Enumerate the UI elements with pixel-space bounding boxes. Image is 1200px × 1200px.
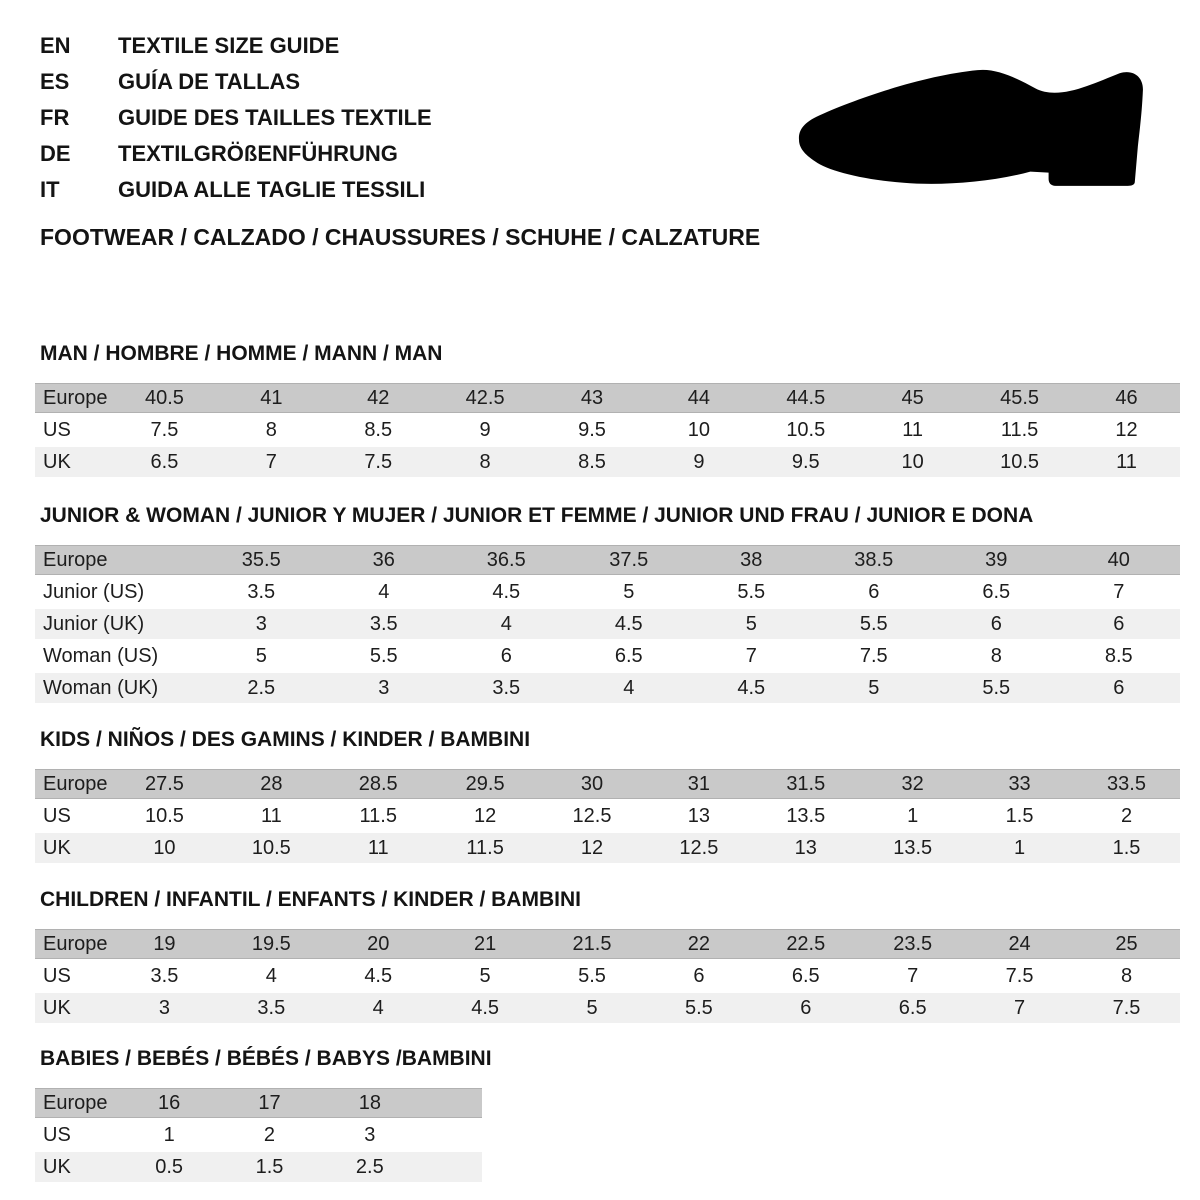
size-cell: 4.5	[325, 961, 432, 991]
size-cell: 4.5	[445, 577, 568, 607]
size-table-section	[35, 888, 1180, 1025]
size-cell: 5.5	[323, 641, 446, 671]
language-title-block	[40, 34, 432, 214]
size-cell: 1	[966, 833, 1073, 863]
size-cell: 8.5	[539, 447, 646, 477]
size-cell: 32	[859, 769, 966, 799]
size-cell: 40	[1058, 545, 1181, 575]
size-cell: 10	[645, 415, 752, 445]
size-cell: 16	[119, 1088, 219, 1118]
size-cell: 13.5	[752, 801, 859, 831]
size-cell: 5	[539, 993, 646, 1023]
language-code: FR	[40, 105, 70, 130]
table-row	[35, 673, 1180, 703]
size-cell: 4.5	[432, 993, 539, 1023]
size-cell: 7.5	[1073, 993, 1180, 1023]
size-cell: 11	[859, 415, 966, 445]
size-cell: 39	[935, 545, 1058, 575]
table-header-row	[35, 383, 1180, 413]
size-cell: 6	[645, 961, 752, 991]
category-heading: FOOTWEAR / CALZADO / CHAUSSURES / SCHUHE / CALZATURE	[40, 224, 761, 250]
size-cell: 2	[219, 1120, 319, 1150]
shoe-icon	[797, 66, 1147, 190]
size-cell: 7	[859, 961, 966, 991]
table-row	[35, 1152, 482, 1182]
table-row	[35, 1120, 482, 1150]
size-cell: 17	[219, 1088, 319, 1118]
size-cell: 33.5	[1073, 769, 1180, 799]
table-row	[35, 801, 1180, 831]
size-cell: 13	[752, 833, 859, 863]
size-cell: 2.5	[320, 1152, 420, 1182]
size-cell: 3.5	[445, 673, 568, 703]
size-cell: 7	[690, 641, 813, 671]
size-cell: 9.5	[539, 415, 646, 445]
size-cell: 38	[690, 545, 813, 575]
size-cell: 22.5	[752, 929, 859, 959]
size-cell: 6.5	[752, 961, 859, 991]
size-cell: 7.5	[813, 641, 936, 671]
row-label-cell: Junior (UK)	[35, 609, 200, 639]
table-row	[35, 447, 1180, 477]
language-row	[40, 178, 432, 214]
language-code: EN	[40, 33, 71, 58]
size-cell: 28.5	[325, 769, 432, 799]
row-label-cell: Europe	[35, 929, 111, 959]
size-cell: 5.5	[539, 961, 646, 991]
size-cell: 12	[432, 801, 539, 831]
size-cell: 37.5	[568, 545, 691, 575]
size-cell: 7	[1058, 577, 1181, 607]
size-cell: 5.5	[690, 577, 813, 607]
size-cell: 36.5	[445, 545, 568, 575]
language-row	[40, 142, 432, 178]
size-cell: 11.5	[966, 415, 1073, 445]
size-table-section	[35, 504, 1180, 705]
size-cell: 11	[218, 801, 325, 831]
size-cell: 1.5	[1073, 833, 1180, 863]
size-cell: 19	[111, 929, 218, 959]
size-cell: 10.5	[218, 833, 325, 863]
row-label-cell: US	[35, 801, 111, 831]
table-header-row	[35, 1088, 482, 1118]
size-cell: 4	[323, 577, 446, 607]
size-cell: 22	[645, 929, 752, 959]
size-cell: 8	[935, 641, 1058, 671]
table-row	[35, 415, 1180, 445]
size-cell: 6	[445, 641, 568, 671]
size-cell: 40.5	[111, 383, 218, 413]
size-cell: 45	[859, 383, 966, 413]
size-cell: 3	[200, 609, 323, 639]
row-label-cell: Junior (US)	[35, 577, 200, 607]
size-table	[35, 767, 1180, 865]
filler-cell	[420, 1088, 482, 1118]
size-cell: 19.5	[218, 929, 325, 959]
size-cell: 7	[966, 993, 1073, 1023]
size-cell: 9.5	[752, 447, 859, 477]
table-header-row	[35, 929, 1180, 959]
size-cell: 8.5	[325, 415, 432, 445]
size-cell: 2	[1073, 801, 1180, 831]
size-cell: 6	[752, 993, 859, 1023]
size-cell: 9	[645, 447, 752, 477]
size-cell: 0.5	[119, 1152, 219, 1182]
size-cell: 31.5	[752, 769, 859, 799]
language-row	[40, 70, 432, 106]
size-cell: 44	[645, 383, 752, 413]
language-title: GUIDE DES TAILLES TEXTILE	[118, 105, 432, 130]
size-cell: 35.5	[200, 545, 323, 575]
language-code: ES	[40, 69, 70, 94]
table-row	[35, 641, 1180, 671]
size-cell: 11	[1073, 447, 1180, 477]
size-cell: 5	[568, 577, 691, 607]
size-cell: 10.5	[111, 801, 218, 831]
size-cell: 4.5	[690, 673, 813, 703]
size-cell: 3	[323, 673, 446, 703]
size-cell: 4.5	[568, 609, 691, 639]
size-cell: 6	[1058, 673, 1181, 703]
size-table	[35, 927, 1180, 1025]
size-table-section	[35, 728, 1180, 865]
size-cell: 5	[813, 673, 936, 703]
size-cell: 9	[432, 415, 539, 445]
size-cell: 30	[539, 769, 646, 799]
filler-cell	[420, 1120, 482, 1150]
row-label-cell: US	[35, 1120, 119, 1150]
size-cell: 12.5	[539, 801, 646, 831]
size-table	[35, 1086, 482, 1184]
size-cell: 1.5	[966, 801, 1073, 831]
size-cell: 11	[325, 833, 432, 863]
size-cell: 11.5	[432, 833, 539, 863]
size-cell: 7.5	[325, 447, 432, 477]
size-cell: 28	[218, 769, 325, 799]
language-row	[40, 106, 432, 142]
size-cell: 10.5	[966, 447, 1073, 477]
size-cell: 2.5	[200, 673, 323, 703]
row-label-cell: UK	[35, 1152, 119, 1182]
row-label-cell: Europe	[35, 769, 111, 799]
size-cell: 3.5	[111, 961, 218, 991]
row-label-cell: Woman (UK)	[35, 673, 200, 703]
size-cell: 8	[432, 447, 539, 477]
size-cell: 18	[320, 1088, 420, 1118]
row-label-cell: Europe	[35, 545, 200, 575]
size-cell: 4	[325, 993, 432, 1023]
row-label-cell: UK	[35, 833, 111, 863]
size-cell: 44.5	[752, 383, 859, 413]
size-cell: 3	[320, 1120, 420, 1150]
row-label-cell: UK	[35, 447, 111, 477]
size-cell: 27.5	[111, 769, 218, 799]
size-cell: 38.5	[813, 545, 936, 575]
section-title: CHILDREN / INFANTIL / ENFANTS / KINDER / BAMBINI	[40, 888, 581, 911]
table-row	[35, 577, 1180, 607]
language-title: GUIDA ALLE TAGLIE TESSILI	[118, 177, 426, 202]
size-cell: 12.5	[645, 833, 752, 863]
size-cell: 7.5	[966, 961, 1073, 991]
table-header-row	[35, 769, 1180, 799]
size-cell: 6.5	[935, 577, 1058, 607]
size-cell: 10	[859, 447, 966, 477]
row-label-cell: Europe	[35, 383, 111, 413]
language-title: TEXTILGRÖßENFÜHRUNG	[118, 141, 398, 166]
size-cell: 3.5	[218, 993, 325, 1023]
size-cell: 8.5	[1058, 641, 1181, 671]
size-cell: 11.5	[325, 801, 432, 831]
size-cell: 4	[568, 673, 691, 703]
row-label-cell: Woman (US)	[35, 641, 200, 671]
size-table	[35, 543, 1180, 705]
size-cell: 8	[218, 415, 325, 445]
size-cell: 8	[1073, 961, 1180, 991]
section-title: MAN / HOMBRE / HOMME / MANN / MAN	[40, 342, 443, 365]
size-cell: 1	[859, 801, 966, 831]
filler-cell	[420, 1152, 482, 1182]
size-cell: 42.5	[432, 383, 539, 413]
size-cell: 6	[813, 577, 936, 607]
row-label-cell: US	[35, 961, 111, 991]
size-cell: 24	[966, 929, 1073, 959]
table-row	[35, 993, 1180, 1023]
size-table-section	[35, 1047, 492, 1184]
size-cell: 12	[1073, 415, 1180, 445]
size-cell: 43	[539, 383, 646, 413]
size-cell: 13.5	[859, 833, 966, 863]
size-cell: 10	[111, 833, 218, 863]
language-code: IT	[40, 177, 60, 202]
size-cell: 45.5	[966, 383, 1073, 413]
size-cell: 6.5	[111, 447, 218, 477]
language-title: GUÍA DE TALLAS	[118, 69, 301, 94]
size-cell: 21	[432, 929, 539, 959]
size-cell: 10.5	[752, 415, 859, 445]
language-title: TEXTILE SIZE GUIDE	[118, 33, 340, 58]
table-row	[35, 833, 1180, 863]
size-cell: 6	[1058, 609, 1181, 639]
table-row	[35, 961, 1180, 991]
size-cell: 4	[445, 609, 568, 639]
size-cell: 5	[200, 641, 323, 671]
row-label-cell: UK	[35, 993, 111, 1023]
size-cell: 3.5	[323, 609, 446, 639]
size-cell: 5	[690, 609, 813, 639]
size-cell: 5.5	[645, 993, 752, 1023]
size-cell: 7.5	[111, 415, 218, 445]
size-cell: 6	[935, 609, 1058, 639]
size-cell: 1	[119, 1120, 219, 1150]
size-cell: 21.5	[539, 929, 646, 959]
language-code: DE	[40, 141, 71, 166]
section-title: KIDS / NIÑOS / DES GAMINS / KINDER / BAMBINI	[40, 728, 531, 751]
size-table-section	[35, 342, 1180, 479]
size-cell: 42	[325, 383, 432, 413]
row-label-cell: Europe	[35, 1088, 119, 1118]
size-cell: 3	[111, 993, 218, 1023]
size-cell: 23.5	[859, 929, 966, 959]
size-cell: 41	[218, 383, 325, 413]
size-cell: 4	[218, 961, 325, 991]
size-cell: 5.5	[935, 673, 1058, 703]
size-cell: 6.5	[568, 641, 691, 671]
size-cell: 3.5	[200, 577, 323, 607]
section-title: JUNIOR & WOMAN / JUNIOR Y MUJER / JUNIOR ET FEMME / JUNIOR UND FRAU / JUNIOR E DONA	[40, 504, 1034, 527]
language-row	[40, 34, 432, 70]
size-cell: 36	[323, 545, 446, 575]
size-cell: 29.5	[432, 769, 539, 799]
table-header-row	[35, 545, 1180, 575]
size-table	[35, 381, 1180, 479]
size-cell: 25	[1073, 929, 1180, 959]
size-cell: 46	[1073, 383, 1180, 413]
size-cell: 6.5	[859, 993, 966, 1023]
table-row	[35, 609, 1180, 639]
size-cell: 5.5	[813, 609, 936, 639]
size-cell: 31	[645, 769, 752, 799]
size-cell: 1.5	[219, 1152, 319, 1182]
row-label-cell: US	[35, 415, 111, 445]
section-title: BABIES / BEBÉS / BÉBÉS / BABYS /BAMBINI	[40, 1047, 492, 1070]
size-cell: 5	[432, 961, 539, 991]
size-cell: 33	[966, 769, 1073, 799]
size-cell: 20	[325, 929, 432, 959]
size-cell: 7	[218, 447, 325, 477]
size-cell: 13	[645, 801, 752, 831]
size-cell: 12	[539, 833, 646, 863]
